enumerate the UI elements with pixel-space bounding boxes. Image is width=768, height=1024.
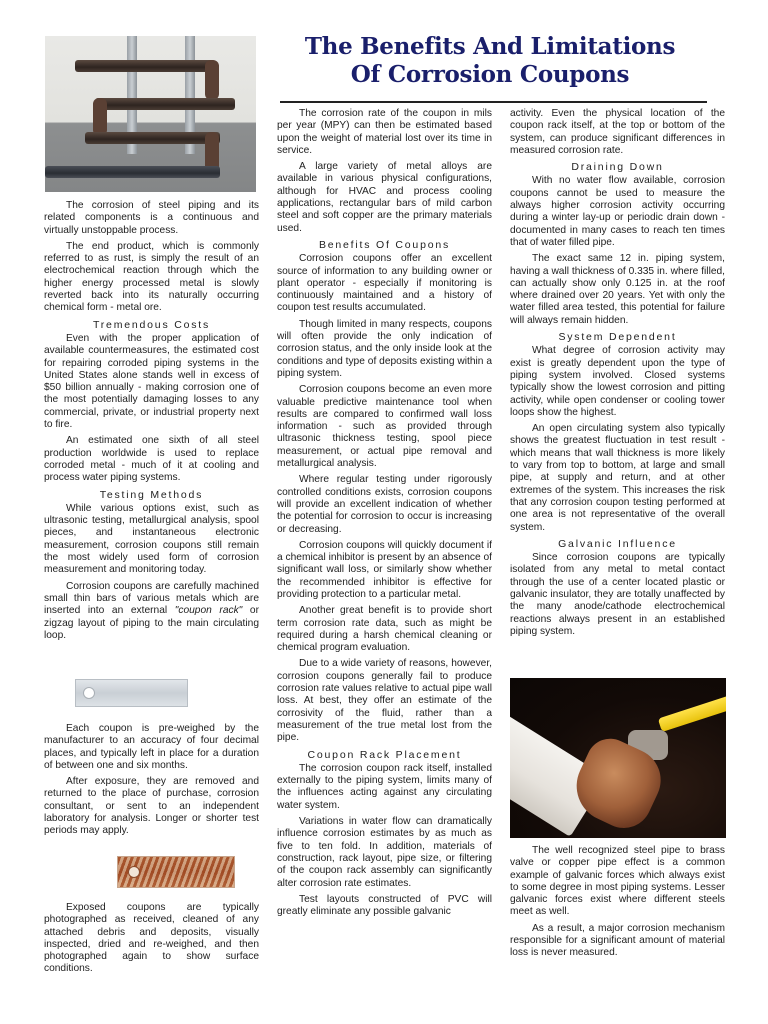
paragraph: A large variety of metal alloys are available in various physical configurations, although for HVAC and process cooling applications, rectangular bars of mild carbon steel and soft copper are the primary materials used. — [277, 161, 492, 234]
column-3-end — [510, 845, 725, 964]
paragraph: The corrosion rate of the coupon in mils per year (MPY) can then be estimated based upon the weight of material lost over its time in service. — [277, 108, 492, 156]
paragraph: After exposure, they are removed and returned to the place of purchase, corrosion consultant, or sent to an independent laboratory for analysis. Longer or shorter test periods may apply. — [44, 776, 259, 837]
corroded-coupon-image — [117, 856, 235, 888]
paragraph: Though limited in many respects, coupons will often provide the only indication of corrosion status, and the only inside look at the conditions and type of deposits existing within a piping system. — [277, 318, 492, 379]
pipe-elbow — [205, 60, 219, 100]
paragraph: The corrosion coupon rack itself, installed externally to the piping system, limits many of the influences acting against any circulating water system. — [277, 762, 492, 811]
paragraph: While various options exist, such as ultrasonic testing, metallurgical analysis, spool pieces, and instantaneous electronic measurement, corrosion coupons still remain the most widely used form of corrosion measurement and monitoring today. — [44, 502, 259, 576]
title-divider — [280, 101, 707, 103]
paragraph: Due to a wide variety of reasons, however, corrosion coupons generally fail to produce corrosion rate values relative to actual pipe wall loss. At best, they offer an estimate of the corrosivity of the fluid, rather than a measurement of the true metal lost from the pipe. — [277, 658, 492, 744]
coupon-rack-term: "coupon rack" — [174, 605, 243, 617]
column-2 — [277, 108, 492, 922]
paragraph: activity. Even the physical location of the coupon rack itself, at the top or bottom of the system, can produce significant differences in measured corrosion rate. — [510, 108, 725, 156]
paragraph: Since corrosion coupons are typically isolated from any metal to metal contact through the use of a center located plastic or galvanic insulator, they are totally unaffected by the many anode/cathode electrochemical reactions always present in an established piping system. — [510, 552, 725, 637]
pipe-rack-photo — [45, 36, 256, 192]
section-heading-tremendous-costs: Tremendous Costs — [92, 318, 211, 331]
paragraph: Variations in water flow can dramatically influence corrosion estimates by as much as five to ten fold. In addition, materials of construction, rack layout, pipe size, or filtering of the coupon rack assembly can significantly alter corrosion rate estimates. — [277, 816, 492, 889]
paragraph: Another great benefit is to provide short term corrosion rate data, such as might be required during a harsh chemical cleaning or chemical program evaluation. — [277, 605, 492, 654]
paragraph: The end product, which is commonly referred to as rust, is simply the result of an electrochemical reaction through which the higher energy processed metal is slowly reverted back into its naturally occurring chemical form - metal ore. — [44, 240, 259, 314]
column-1-end — [44, 902, 259, 980]
section-heading-testing-methods: Testing Methods — [99, 488, 204, 501]
clean-coupon-image — [75, 679, 188, 707]
column-3 — [510, 108, 725, 642]
column-1-continued — [44, 723, 259, 842]
paragraph: With no water flow available, corrosion coupons cannot be used to measure the always higher corrosion activity occurring during a winter lay-up or periodic drain down - documented in many cases to reach ten times that of water filled pipe. — [510, 175, 725, 248]
paragraph: An open circulating system also typically shows the greatest fluctuation in test result - which means that wall thickness is more likely to vary from top to bottom, at large and small pipe, at supply and return, and at other extremes of the system. This increases the risk that any corrosion coupon testing performed at one area is not representative of the overall system. — [510, 423, 725, 533]
paragraph: Even with the proper application of available countermeasures, the estimated cost for repairing corroded piping systems in the United States alone stands well in excess of $50 billion annually - making corrosion one of the most potentially damaging losses to any commercial, private, or industrial property next to fire. — [44, 332, 259, 431]
pipe-segment — [85, 132, 220, 144]
paragraph: Where regular testing under rigorously controlled conditions exists, corrosion coupons will provide an excellent indication of whether the potential for corrosion to occur is increasing or decreasing. — [277, 474, 492, 535]
column-1 — [44, 200, 259, 646]
paragraph: Each coupon is pre-weighed by the manufacturer to an accuracy of four decimal places, and typically left in place for a duration of between one and six months. — [44, 723, 259, 771]
paragraph: Corrosion coupons are carefully machined small thin bars of various metals which are inserted into an external "coupon rack" or zigzag layout of piping to the main circulating loop. — [44, 580, 259, 641]
pipe-segment — [75, 60, 215, 72]
valve-handle-shape — [658, 694, 726, 732]
paragraph: Exposed coupons are typically photographed as received, cleaned of any attached debris and deposits, visually inspected, dried and re-weighed, and then photographed again to show surface conditions. — [44, 902, 259, 975]
section-heading-galvanic-influence: Galvanic Influence — [558, 537, 677, 550]
paragraph: Test layouts constructed of PVC will greatly eliminate any possible galvanic — [277, 893, 492, 918]
paragraph: The corrosion of steel piping and its related components is a continuous and virtually unstoppable process. — [44, 200, 259, 236]
coupon-hole — [128, 866, 140, 878]
pipe-segment — [95, 98, 235, 110]
paragraph: Corrosion coupons offer an excellent source of information to any building owner or plant operator - especially if monitoring is continuously maintained and a history of coupon test results accumulated. — [277, 253, 492, 314]
pipe-elbow — [93, 98, 107, 136]
paragraph: The exact same 12 in. piping system, having a wall thickness of 0.335 in. where filled, can actually show only 0.125 in. at the roof where drained over 20 years. Yet with only the water filled area tested, this potential for failure will always remain hidden. — [510, 253, 725, 326]
section-heading-draining-down: Draining Down — [571, 161, 664, 174]
paragraph: An estimated one sixth of all steel production worldwide is used to replace corroded metal - much of it at cooling and process water piping systems. — [44, 435, 259, 484]
coupon-hole — [83, 687, 95, 699]
section-heading-coupon-rack-placement: Coupon Rack Placement — [307, 748, 462, 761]
title-line-1: The Benefits And Limitations — [304, 33, 676, 60]
pipe-segment — [45, 166, 220, 178]
section-heading-benefits-of-coupons: Benefits Of Coupons — [318, 238, 451, 251]
paragraph: What degree of corrosion activity may exist is greatly dependent upon the type of piping system involved. Closed systems typically show the lowest corrosion and pitting activity, while open condenser or cooling tower loops show the highest. — [510, 345, 725, 418]
paragraph: Corrosion coupons will quickly document if a chemical inhibitor is present by an absence of significant wall loss, or similarly show whether the recommended inhibitor is effective for providing protection to a particular metal. — [277, 539, 492, 600]
section-heading-system-dependent: System Dependent — [558, 331, 677, 344]
paragraph: Corrosion coupons become an even more valuable predictive maintenance tool when results are compared to confirmed wall loss information - such as provided through ultrasonic thickness testing, spool piece measurement, or actual pipe removal and metallurgical analysis. — [277, 384, 492, 470]
galvanic-corrosion-photo — [510, 678, 726, 838]
paragraph: The well recognized steel pipe to brass valve or copper pipe effect is a common example of galvanic forces which always exist to some degree in most piping systems. Lesser galvanic forces exist where different steels meet as well. — [510, 845, 725, 918]
page-title — [270, 33, 710, 89]
title-line-2: Of Corrosion Coupons — [350, 61, 630, 88]
paragraph: As a result, a major corrosion mechanism responsible for a significant amount of material loss is never measured. — [510, 922, 725, 959]
